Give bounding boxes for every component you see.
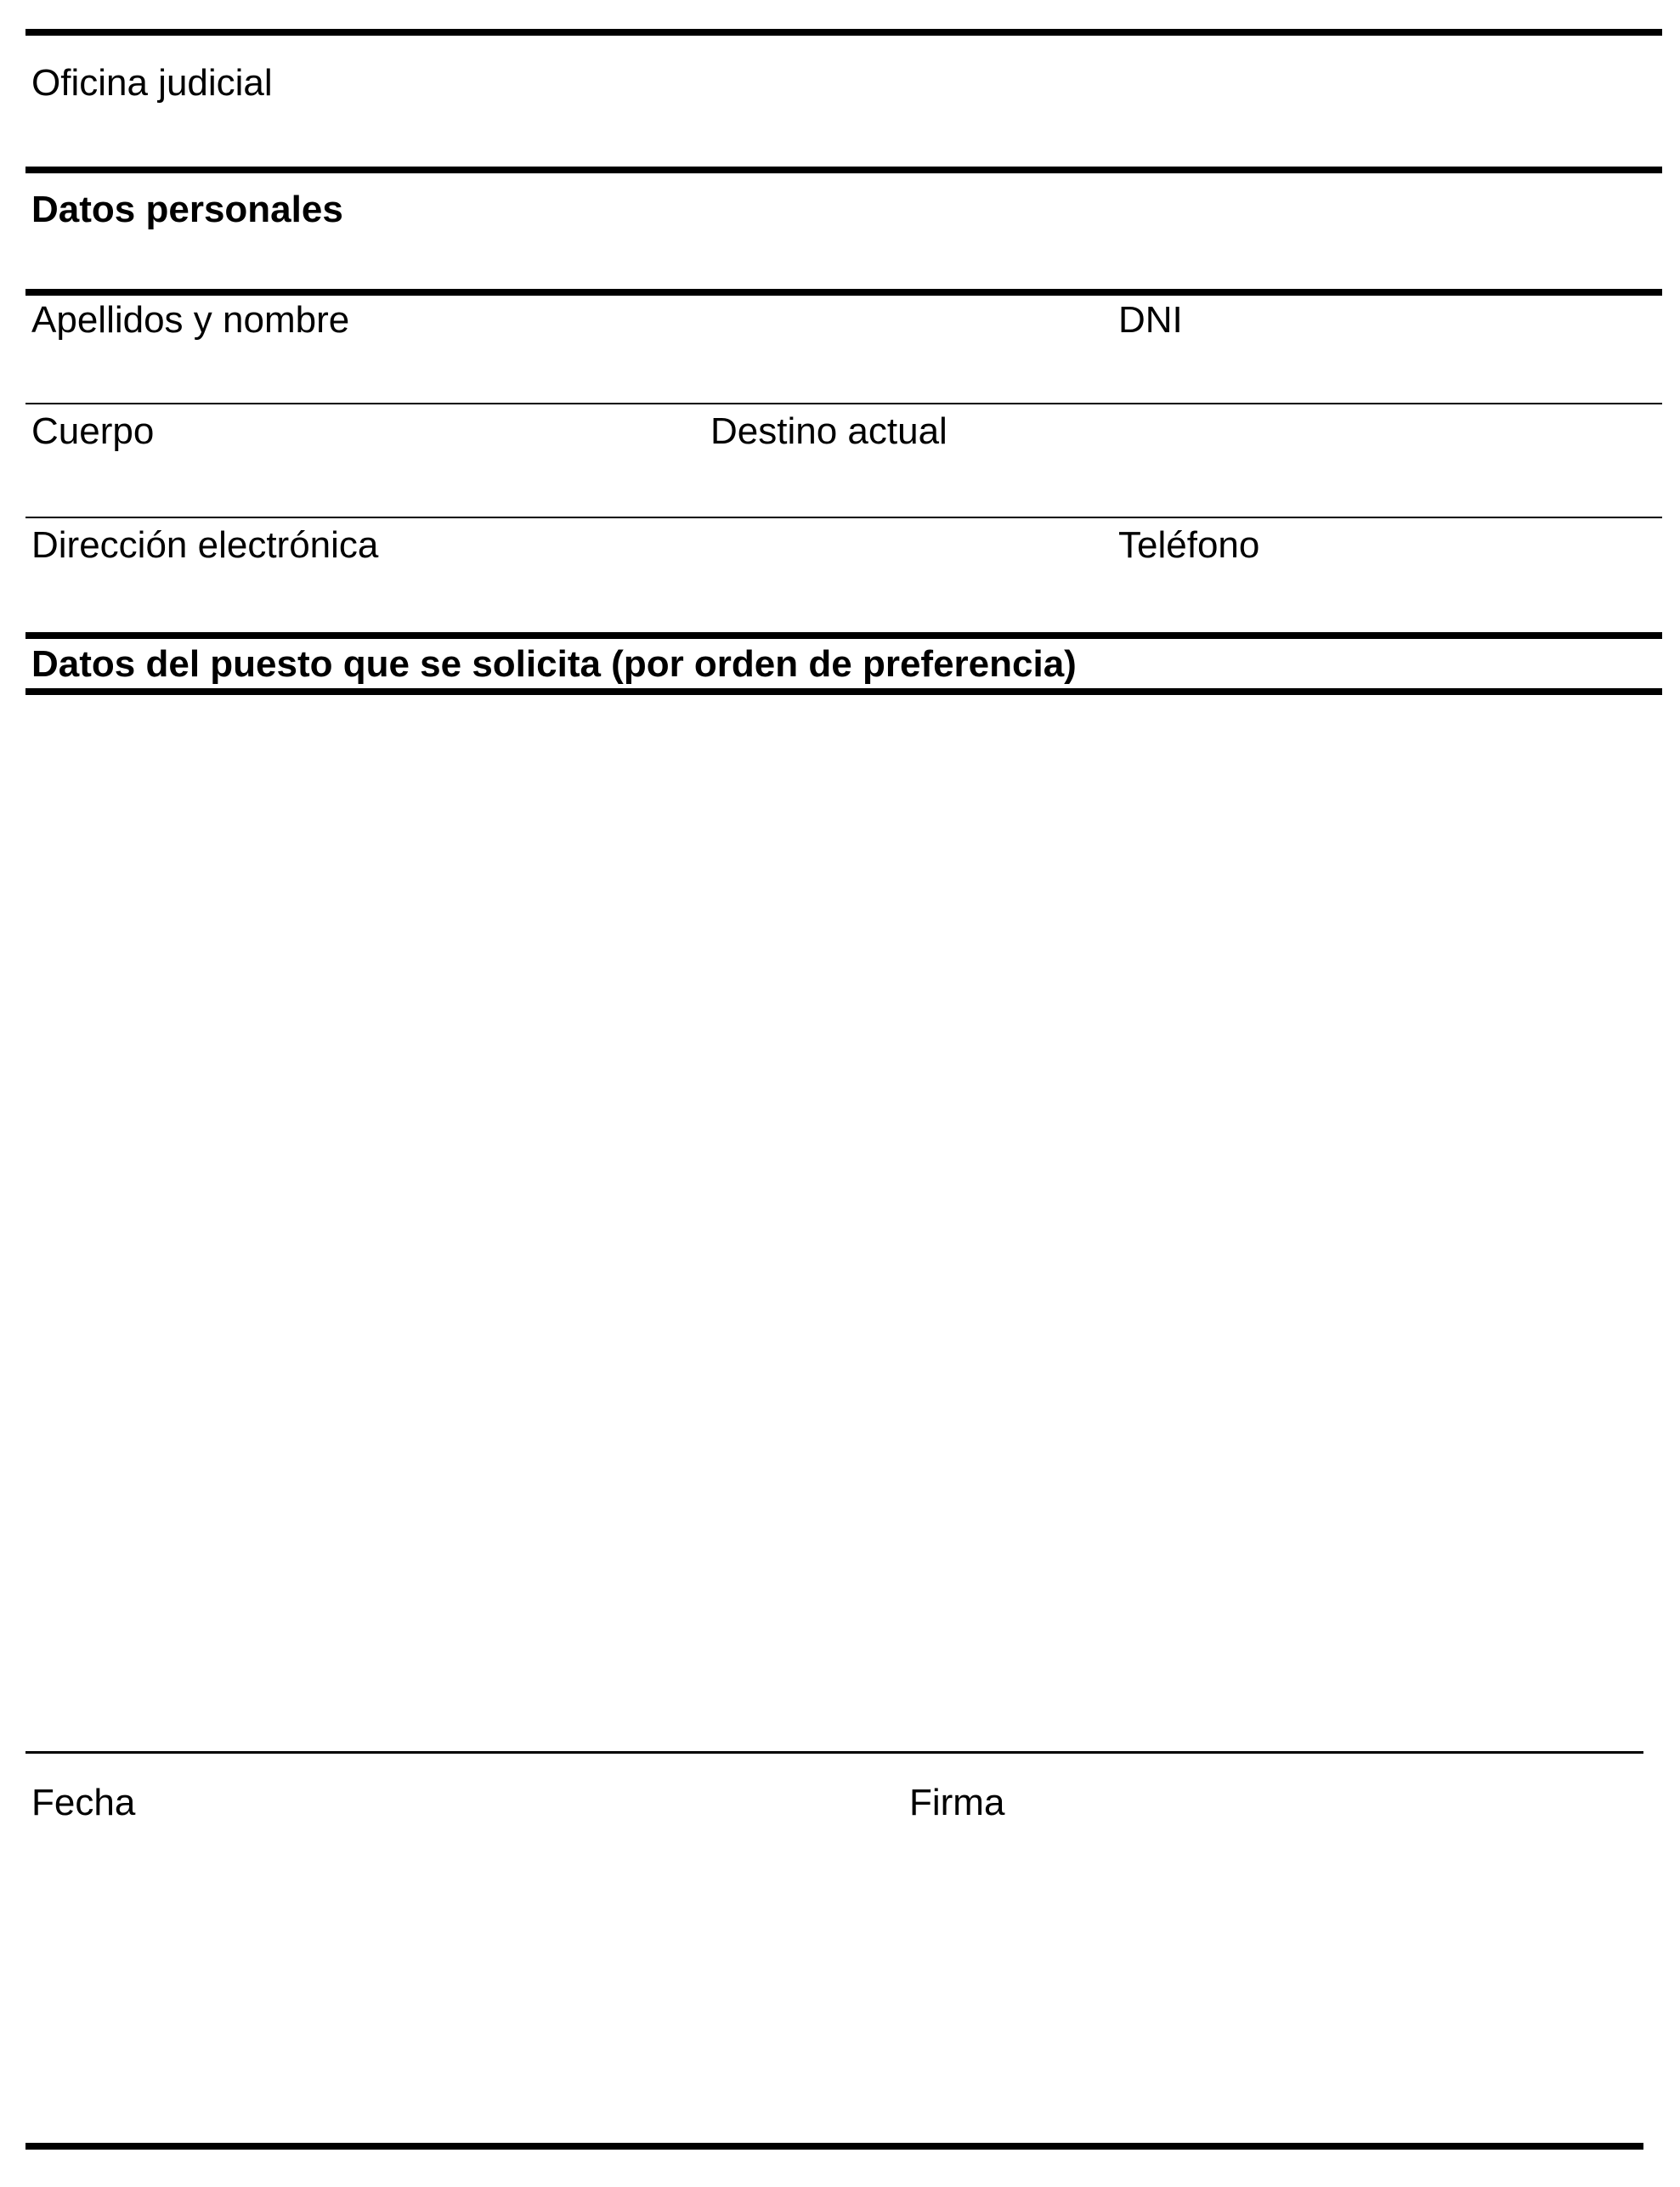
- name-label: Apellidos y nombre: [31, 299, 350, 341]
- name-field[interactable]: [25, 340, 1105, 399]
- email-label: Dirección electrónica: [31, 524, 379, 566]
- section-rule-personal: [25, 167, 1662, 173]
- dni-label: DNI: [1118, 299, 1183, 341]
- dni-field[interactable]: [1113, 340, 1662, 399]
- signature-label: Firma: [909, 1782, 1005, 1823]
- current-post-label: Destino actual: [710, 410, 947, 452]
- positions-heading-rule: [25, 688, 1662, 695]
- phone-label: Teléfono: [1118, 524, 1260, 566]
- bottom-rule: [25, 2143, 1643, 2150]
- email-field[interactable]: [25, 566, 1105, 625]
- personal-section-heading: Datos personales: [31, 189, 343, 230]
- phone-field[interactable]: [1113, 566, 1662, 625]
- personal-heading-rule: [25, 289, 1662, 296]
- top-rule: [25, 29, 1662, 36]
- current-post-field[interactable]: [705, 452, 1662, 511]
- positions-field[interactable]: [25, 705, 1662, 1742]
- section-rule-positions: [25, 632, 1662, 639]
- signature-field[interactable]: [904, 1827, 1643, 2133]
- date-label: Fecha: [31, 1782, 136, 1823]
- row-divider-1: [25, 403, 1662, 404]
- office-field[interactable]: [25, 102, 1662, 161]
- office-label: Oficina judicial: [31, 62, 273, 104]
- row-divider-2: [25, 517, 1662, 518]
- corps-field[interactable]: [25, 452, 705, 511]
- positions-section-heading: Datos del puesto que se solicita (por orden de preferencia): [31, 643, 1077, 685]
- signature-top-rule: [25, 1751, 1643, 1754]
- corps-label: Cuerpo: [31, 410, 155, 452]
- date-field[interactable]: [25, 1827, 901, 2133]
